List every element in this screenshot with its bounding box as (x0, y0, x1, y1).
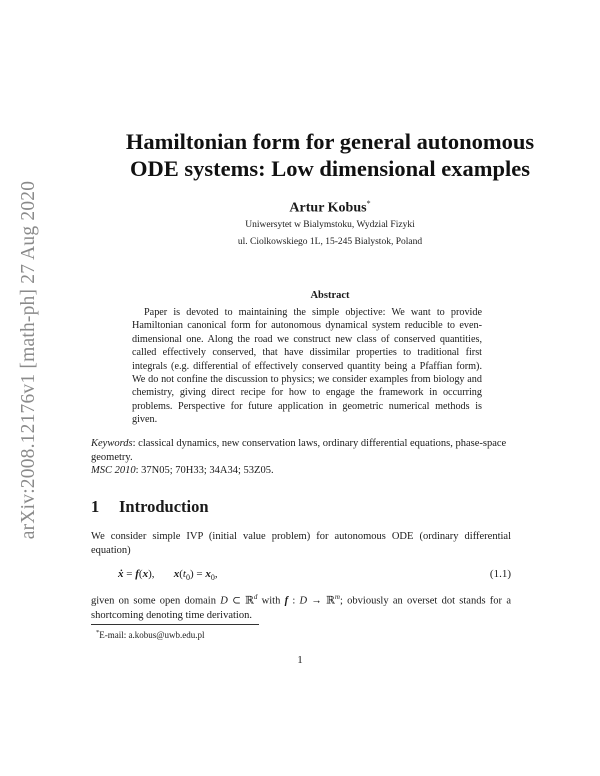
title-line-2: ODE systems: Low dimensional examples (129, 156, 530, 181)
affiliation-line-2: ul. Ciolkowskiego 1L, 15-245 Bialystok, Poland (237, 237, 423, 247)
para2-part-c: ; obviously an overset dot stands for a shortcoming denoting time derivation. (91, 595, 511, 621)
para2-part-b: with (257, 595, 285, 607)
arxiv-id-text: arXiv:2008.12176v1 [math-ph] 27 Aug 2020 (18, 180, 39, 540)
intro-paragraph-2: given on some open domain D ⊂ ℝ$^d$ with f : D → ℝ$^m$; obviously an overset dot stands for a shortcoming denoting time derivation. (91, 593, 511, 621)
affiliation-line-1: Uniwersytet w Bialymstoku, Wydzial Fizyki (245, 220, 415, 230)
msc-label: MSC 2010 (91, 465, 136, 476)
footnote-email: E-mail: a.kobus@uwb.edu.pl (99, 630, 205, 640)
abstract-heading: Abstract (310, 290, 350, 301)
abstract-text: Paper is devoted to maintaining the simple objective: We want to provide Hamiltonian canonical form for autonomous dynamical system reducible to even-dimensional one. Along the road we construct new class of conserved quantities, called effectively conserved, that have dissimilar properties to traditional first integrals (e.g. differential of effectively conserved quantity being a Pfaffian form). We do not confine the discussion to physics; we consider examples from biology and chemistry, giving direct recipe for how to engage the framework in occurring problems. Perspective for future application in geometric numerical methods is given. (132, 307, 482, 426)
page-number: 1 (297, 654, 303, 666)
author-block (60, 199, 600, 217)
msc-classification (91, 465, 274, 476)
footnote-rule (91, 624, 259, 625)
footnote (96, 629, 205, 640)
msc-codes: : 37N05; 70H33; 34A34; 53Z05. (135, 465, 274, 476)
keywords-label: Keywords (91, 438, 133, 449)
keywords-text: : classical dynamics, new conservation laws, ordinary differential equations, phase-space geometry. (91, 438, 507, 463)
paper-title (60, 128, 600, 182)
section-title: Introduction (119, 497, 209, 516)
section-heading (91, 497, 209, 517)
intro-paragraph-1: We consider simple IVP (initial value problem) for autonomous ODE (ordinary differential equation) (91, 531, 511, 556)
keywords (91, 437, 511, 464)
section-number: 1 (91, 497, 100, 516)
equation-number: (1.1) (489, 568, 511, 580)
title-line-1: Hamiltonian form for general autonomous (125, 129, 535, 154)
author-footnote-mark: * (366, 199, 371, 208)
para2-part-a: given on some open domain (91, 595, 221, 607)
equation-1-1: ẋ = f(x), $x(t_0) = x_0$, (118, 568, 218, 583)
arxiv-identifier-sidebar (16, 175, 42, 545)
author-name: Artur Kobus (289, 200, 367, 216)
footnote-mark: * (96, 629, 100, 636)
